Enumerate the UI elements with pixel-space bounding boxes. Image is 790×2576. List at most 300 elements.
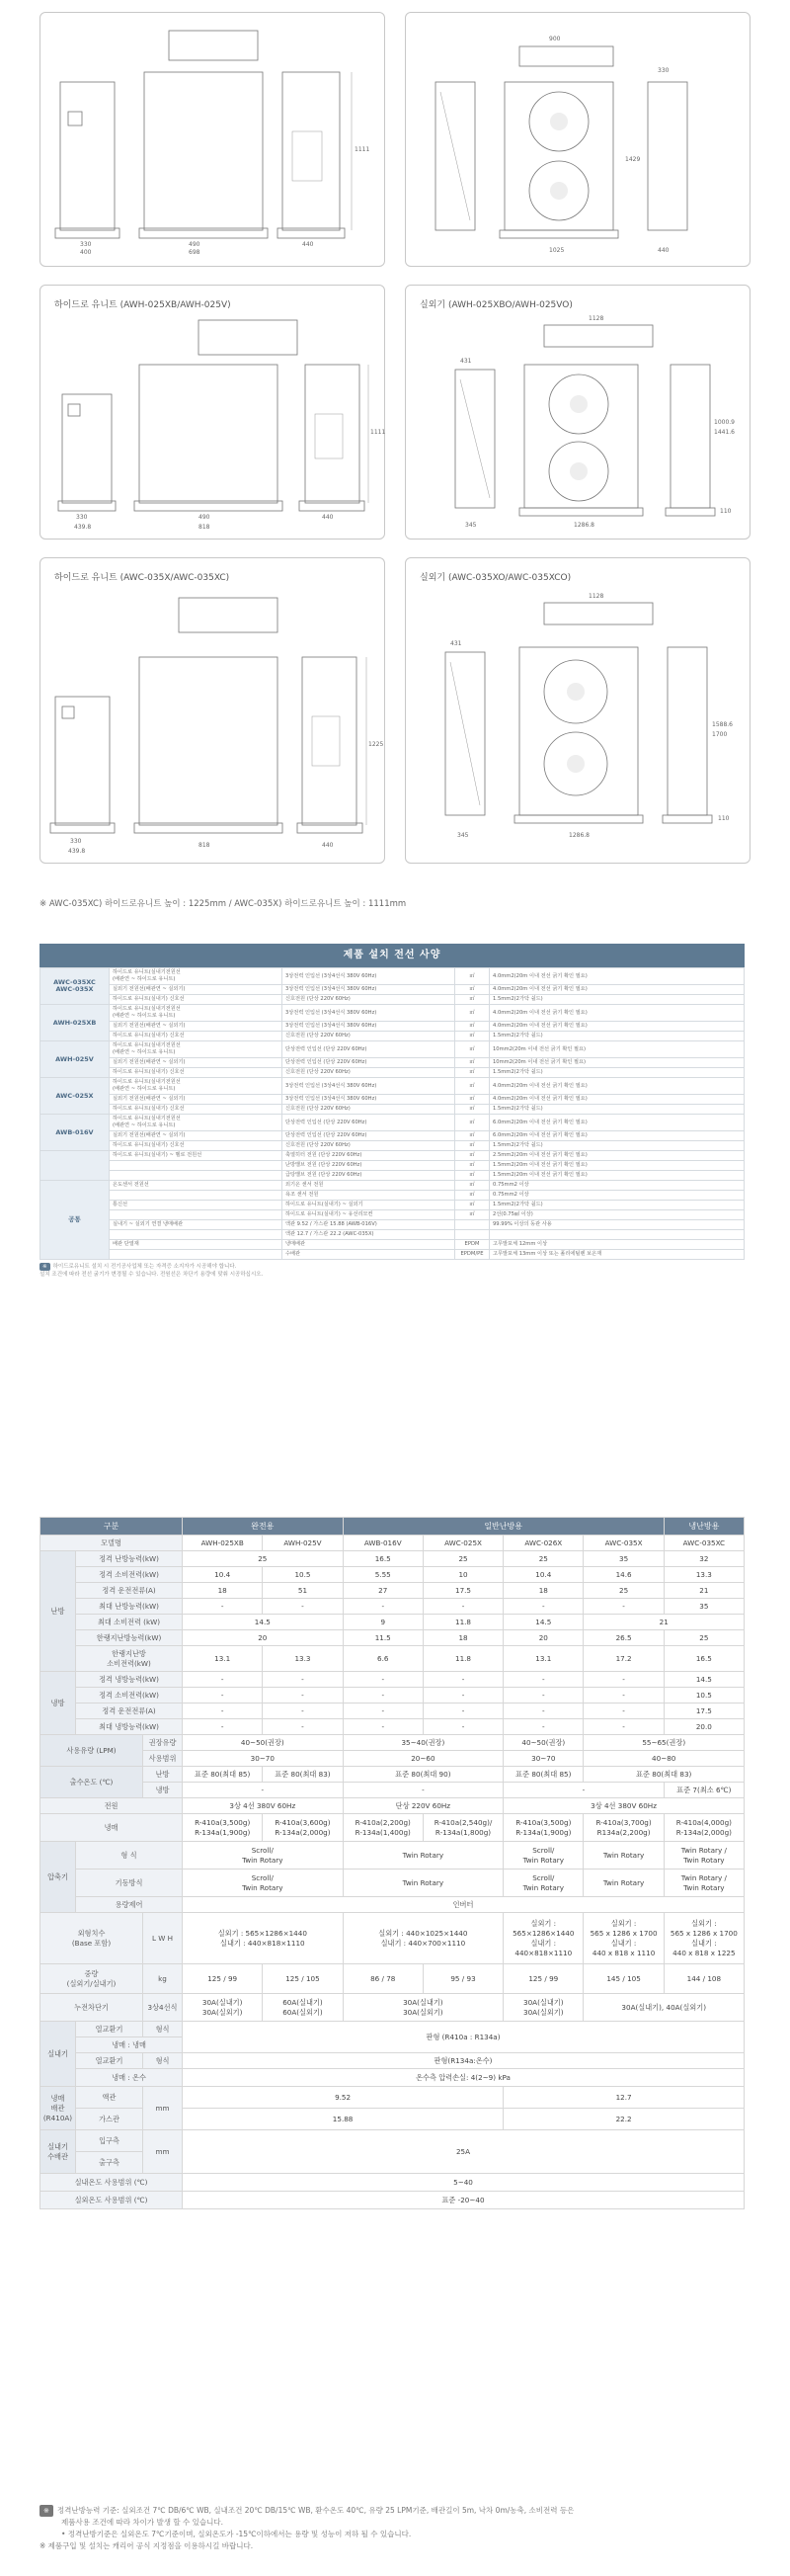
spec-cell: 27 — [343, 1583, 423, 1599]
spec-cell: 35 — [584, 1551, 664, 1567]
wiring-cell — [490, 1230, 745, 1240]
spec-cell: 5~40 — [183, 2174, 745, 2192]
spec-label: 사용범위 — [143, 1751, 183, 1767]
wiring-row — [40, 1068, 745, 1078]
svg-text:439.8: 439.8 — [68, 848, 86, 855]
svg-text:345: 345 — [465, 522, 477, 529]
spec-group: 실내기 수배관 — [40, 2130, 76, 2174]
wiring-cell: ㎡ — [455, 1068, 490, 1078]
svg-text:490: 490 — [198, 514, 210, 521]
svg-text:1286.8: 1286.8 — [569, 832, 590, 839]
spec-label: 실내온도 사용범위 (℃) — [40, 2174, 183, 2192]
wiring-cell: 하이드로 유니트(실내기) 신호선 — [110, 1141, 282, 1151]
svg-text:698: 698 — [189, 249, 200, 256]
panel-title: 실외기 (AWH-025XBO/AWH-025VO) — [420, 300, 573, 310]
spec-row — [40, 2174, 745, 2192]
spec-cell: 표준 80(최대 83) — [263, 1767, 343, 1783]
svg-text:330: 330 — [80, 241, 92, 248]
wiring-cell: ㎡ — [455, 985, 490, 995]
spec-cell: 표준 80(최대 83) — [584, 1767, 745, 1783]
wiring-row — [40, 1250, 745, 1260]
spec-label: 정격 운전전류(A) — [76, 1703, 183, 1719]
spec-cell: Twin Rotary — [584, 1870, 664, 1897]
spec-cell: Twin Rotary / Twin Rotary — [664, 1870, 744, 1897]
wiring-cell: 실외기 전원선(배관연 ~ 실외기) — [110, 1058, 282, 1068]
spec-cell: Twin Rotary / Twin Rotary — [664, 1842, 744, 1870]
wiring-cell: ㎡ — [455, 1058, 490, 1068]
wiring-cell: 고무발포체 13mm 이상 또는 폴리에틸렌 보온재 — [490, 1250, 745, 1260]
spec-row — [40, 1783, 745, 1798]
spec-group: 냉방 — [40, 1672, 76, 1735]
spec-row — [40, 1615, 745, 1630]
wiring-cell: ㎡ — [455, 1151, 490, 1161]
spec-cell: 20 — [183, 1630, 344, 1646]
drawing-panel-4 — [405, 285, 750, 540]
svg-text:1000.9: 1000.9 — [714, 419, 735, 426]
wiring-cell: 하이드로 유니트(실내기전원선 (배관연 ~ 하이드로 유니트) — [110, 1005, 282, 1022]
wiring-model: AWC-035XC AWC-035X — [40, 968, 110, 1005]
outdoor-unit-drawing — [406, 286, 751, 540]
svg-text:900: 900 — [549, 36, 561, 42]
svg-text:1111: 1111 — [370, 429, 386, 436]
spec-cell: 14.5 — [504, 1615, 584, 1630]
spec-label: 열교환기 — [76, 2053, 143, 2069]
svg-text:1225: 1225 — [368, 741, 384, 748]
svg-text:818: 818 — [198, 842, 210, 849]
svg-text:110: 110 — [720, 508, 732, 515]
spec-cell: Twin Rotary — [343, 1870, 504, 1897]
spec-row — [40, 1567, 745, 1583]
wiring-cell — [110, 1230, 282, 1240]
spec-cell: - — [343, 1783, 504, 1798]
wiring-cell: 1.5mm2(2가닥 쉴드) — [490, 1105, 745, 1115]
spec-cell: 144 / 108 — [664, 1964, 744, 1994]
spec-cell: 21 — [584, 1615, 745, 1630]
wiring-cell: 하이드로 유니트(실내기) 신호선 — [110, 1105, 282, 1115]
spec-cell: 25 — [584, 1583, 664, 1599]
spec-cell: 30~70 — [504, 1751, 584, 1767]
svg-text:490: 490 — [189, 241, 200, 248]
spec-cell: 11.8 — [423, 1615, 503, 1630]
spec-cell: R-410a(2,540g)/ R-134a(1,800g) — [423, 1814, 503, 1842]
wiring-cell: 온도센서 전원선 — [110, 1181, 282, 1191]
wiring-row — [40, 1022, 745, 1032]
spec-row — [40, 2130, 745, 2152]
spec-cell: 40~80 — [584, 1751, 745, 1767]
spec-label: 냉매 : 냉매 — [76, 2037, 183, 2053]
wiring-cell: 실외기 전원선(배관연 ~ 실외기) — [110, 1022, 282, 1032]
spec-cell: R-410a(3,500g) R-134a(1,900g) — [504, 1814, 584, 1842]
spec-cell: 25 — [423, 1551, 503, 1567]
hydro-unit-drawing — [40, 286, 386, 540]
spec-cell: 9.52 — [183, 2087, 504, 2109]
svg-text:1286.8: 1286.8 — [574, 522, 594, 529]
wiring-cell — [110, 1161, 282, 1171]
wiring-cell: 4.0mm2(20m 이내 전선 굵기 확인 필요) — [490, 1005, 745, 1022]
spec-label: 입구측 — [76, 2130, 143, 2152]
spec-label: 냉매 — [40, 1814, 183, 1842]
spec-label: 가스관 — [76, 2109, 143, 2130]
wiring-cell: 실내기 ~ 실외기 연결 냉매배관 — [110, 1220, 282, 1230]
spec-cell: 10.4 — [183, 1567, 263, 1583]
drawing-panel-1 — [40, 12, 385, 267]
wiring-row — [40, 1151, 745, 1161]
spec-cell: R-410a(3,500g) R-134a(1,900g) — [183, 1814, 263, 1842]
wiring-cell: ㎡ — [455, 1095, 490, 1105]
wiring-cell: 10mm2(20m 이내 전선 굵기 확인 필요) — [490, 1041, 745, 1058]
spec-label: 정격 난방능력(kW) — [76, 1551, 183, 1567]
spec-cell: 30A(실내기) 30A(실외기) — [343, 1994, 504, 2022]
spec-cell: 32 — [664, 1551, 744, 1567]
wiring-cell: 신호전원 (단상 220V 60Hz) — [282, 1141, 455, 1151]
spec-label: 열교환기 — [76, 2022, 143, 2037]
spec-label: 정격 소비전력(kW) — [76, 1688, 183, 1703]
wiring-cell: ㎡ — [455, 968, 490, 985]
spec-cell: 40~50(권장) — [504, 1735, 584, 1751]
wiring-cell: 2선(0.75㎟ 이상) — [490, 1210, 745, 1220]
spec-row — [40, 1897, 745, 1913]
wiring-cell: ㎡ — [455, 1131, 490, 1141]
outdoor-unit-drawing — [406, 558, 751, 865]
spec-cell: 25 — [504, 1551, 584, 1567]
spec-cell: Scroll/ Twin Rotary — [183, 1870, 344, 1897]
wiring-cell: ㎡ — [455, 1022, 490, 1032]
spec-group: 압축기 — [40, 1842, 76, 1913]
wiring-cell: ㎡ — [455, 1161, 490, 1171]
spec-cell: Twin Rotary — [584, 1842, 664, 1870]
spec-label: 형 식 — [76, 1842, 183, 1870]
spec-cell: - — [423, 1688, 503, 1703]
wiring-cell: ㎡ — [455, 1181, 490, 1191]
spec-cell: 30~70 — [183, 1751, 344, 1767]
spec-row — [40, 1870, 745, 1897]
wiring-cell: 하이드로 유니트(실내기전원선 (배관연 ~ 하이드로 유니트) — [110, 968, 282, 985]
spec-label: 정격 소비전력(kW) — [76, 1567, 183, 1583]
wiring-cell — [455, 1220, 490, 1230]
spec-section — [40, 1517, 745, 2209]
wiring-cell: 실외기 전원선(배관연 ~ 실외기) — [110, 985, 282, 995]
wiring-spec-table — [40, 967, 745, 1260]
wiring-row — [40, 1095, 745, 1105]
svg-text:440: 440 — [658, 247, 670, 254]
spec-cell: 16.5 — [664, 1646, 744, 1672]
spec-cell: 인버터 — [183, 1897, 745, 1913]
spec-cell: 20~60 — [343, 1751, 504, 1767]
drawing-panel-2 — [405, 12, 750, 267]
svg-text:330: 330 — [658, 67, 670, 74]
spec-cell: - — [504, 1719, 584, 1735]
spec-cell: - — [183, 1719, 263, 1735]
spec-cell: 판형 (R410a : R134a) — [183, 2022, 745, 2053]
wiring-row — [40, 1105, 745, 1115]
wiring-cell: 냉매배관 — [282, 1240, 455, 1250]
wiring-cell: 0.75mm2 이상 — [490, 1181, 745, 1191]
wiring-cell: 신호전원 (단상 220V 60Hz) — [282, 995, 455, 1005]
spec-cell: 10.5 — [263, 1567, 343, 1583]
wiring-row — [40, 1201, 745, 1210]
spec-label: mm — [143, 2087, 183, 2130]
spec-cell: Scroll/ Twin Rotary — [504, 1842, 584, 1870]
spec-cell: 95 / 93 — [423, 1964, 503, 1994]
wiring-cell: 단상전력 인입선 (단상 220V 60Hz) — [282, 1058, 455, 1068]
wiring-cell: 하이드로 유니트(실내기전원선 (배관연 ~ 하이드로 유니트) — [110, 1115, 282, 1131]
wiring-cell: ㎡ — [455, 1105, 490, 1115]
wiring-cell: ㎡ — [455, 1210, 490, 1220]
spec-cell: 20.0 — [664, 1719, 744, 1735]
wiring-cell: 4.0mm2(20m 이내 전선 굵기 확인 필요) — [490, 1095, 745, 1105]
spec-row — [40, 1599, 745, 1615]
spec-label: 출구측 — [76, 2152, 143, 2174]
hydro-unit-drawing — [40, 13, 386, 268]
wiring-cell: 욕조 센서 전원 — [282, 1191, 455, 1201]
spec-label: 정격 냉방능력(kW) — [76, 1672, 183, 1688]
spec-cell: 17.5 — [664, 1703, 744, 1719]
model-name: AWC-035X — [584, 1536, 664, 1551]
wiring-cell: 축열히터 전원 (단상 220V 60Hz) — [282, 1151, 455, 1161]
wiring-cell: ㎡ — [455, 1078, 490, 1095]
wiring-cell: 4.0mm2(20m 이내 전선 굵기 확인 필요) — [490, 985, 745, 995]
spec-label: 액관 — [76, 2087, 143, 2109]
hydro-unit-drawing — [40, 558, 386, 865]
spec-row — [40, 1913, 745, 1964]
wiring-cell: 3상전력 인입선 (3상4선식 380V 60Hz) — [282, 1095, 455, 1105]
spec-cell: 15.88 — [183, 2109, 504, 2130]
dimension-note: ※ AWC-035XC) 하이드로유니트 높이 : 1225mm / AWC-035X) 하이드로유니트 높이 : 1111mm — [40, 899, 407, 909]
wiring-row — [40, 1181, 745, 1191]
wiring-cell: 외기온 센서 전원 — [282, 1181, 455, 1191]
wiring-cell: 난방밸브 전원 (단상 220V 60Hz) — [282, 1161, 455, 1171]
wiring-cell: 하이드로 유니트(실내기전원선 (배관연 ~ 하이드로 유니트) — [110, 1041, 282, 1058]
spec-row — [40, 2053, 745, 2069]
wiring-cell: 3상전력 인입선 (3상4선식 380V 60Hz) — [282, 1005, 455, 1022]
spec-cell: 13.1 — [183, 1646, 263, 1672]
spec-label: 최대 냉방능력(kW) — [76, 1719, 183, 1735]
spec-cell: 30A(실내기) 30A(실외기) — [504, 1994, 584, 2022]
wiring-model: AWB-016V — [40, 1115, 110, 1151]
drawing-panel-6 — [405, 557, 750, 864]
spec-label: 전원 — [40, 1798, 183, 1814]
wiring-cell: 실외기 전원선(배관연 ~ 실외기) — [110, 1131, 282, 1141]
spec-row — [40, 2192, 745, 2209]
spec-cell: - — [504, 1703, 584, 1719]
spec-cell: 125 / 99 — [183, 1964, 263, 1994]
wiring-row — [40, 1240, 745, 1250]
spec-group: 사용유량 (LPM) — [40, 1735, 143, 1767]
spec-label: 냉방 — [143, 1783, 183, 1798]
spec-cell: 145 / 105 — [584, 1964, 664, 1994]
spec-cell: 10.5 — [664, 1688, 744, 1703]
spec-cell: 125 / 99 — [504, 1964, 584, 1994]
wiring-cell — [455, 1230, 490, 1240]
model-name: AWH-025V — [263, 1536, 343, 1551]
model-name: AWC-025X — [423, 1536, 503, 1551]
spec-row — [40, 1688, 745, 1703]
wiring-cell: 하이드로 유니트(실내기전원선 (배관연 ~ 하이드로 유니트) — [110, 1078, 282, 1095]
spec-cell: 11.8 — [423, 1646, 503, 1672]
spec-cell: 9 — [343, 1615, 423, 1630]
spec-cell: - — [504, 1672, 584, 1688]
wiring-cell: EPDM — [455, 1240, 490, 1250]
panel-title: 하이드로 유니트 (AWH-025XB/AWH-025V) — [54, 300, 231, 310]
spec-cell: - — [343, 1672, 423, 1688]
wiring-cell: ㎡ — [455, 1041, 490, 1058]
footnotes: ※ 정격난방능력 기준: 실외조건 7℃ DB/6℃ WB, 실내조건 20℃ DB/15℃ WB, 환수온도 40℃, 유량 25 LPM기준, 배관길이 5m, 낙차 0m/농축, 소비전력 등은 제품사용 조건에 따라 차이가 발생 할 수 있습니다. • 정격난방기준은 실외온도 7℃기준이며, 실외온도가 -15℃이하에서는 용량 및 성능이 저하 될 수 있습니다. ※ 제품구입 및 설치는 캐리어 공식 지정점을 이용하시길 바랍니다. — [40, 2506, 575, 2550]
wiring-model: 공통 — [40, 1181, 110, 1260]
spec-cell: - — [584, 1688, 664, 1703]
spec-row — [40, 1672, 745, 1688]
wiring-cell: ㎡ — [455, 1032, 490, 1041]
spec-row — [40, 1798, 745, 1814]
wiring-cell: 통신선 — [110, 1201, 282, 1210]
spec-row — [40, 1735, 745, 1751]
wiring-cell: 1.5mm2(2가닥 쉴드) — [490, 1032, 745, 1041]
spec-cell: 13.3 — [263, 1646, 343, 1672]
spec-cell: Scroll/ Twin Rotary — [504, 1870, 584, 1897]
spec-cell: 11.5 — [343, 1630, 423, 1646]
svg-text:439.8: 439.8 — [74, 524, 92, 531]
spec-cell: 표준 80(최대 85) — [504, 1767, 584, 1783]
wiring-row — [40, 1005, 745, 1022]
wiring-cell: 배관 단열재 — [110, 1240, 282, 1250]
wiring-cell — [110, 1191, 282, 1201]
wiring-cell: 3상전력 인입선 (3상4선식 380V 60Hz) — [282, 968, 455, 985]
spec-cell: R-410a(3,700g) R134a(2,200g) — [584, 1814, 664, 1842]
spec-cell: 실외기 : 440×1025×1440 실내기 : 440×700×1110 — [343, 1913, 504, 1964]
wiring-model: AWH-025XB — [40, 1005, 110, 1041]
wiring-spec-section — [40, 944, 745, 1279]
wiring-cell: ㎡ — [455, 995, 490, 1005]
spec-cell: - — [263, 1703, 343, 1719]
spec-cell: - — [584, 1703, 664, 1719]
wiring-cell — [110, 1171, 282, 1181]
spec-row — [40, 1646, 745, 1672]
wiring-cell: 액관 9.52 / 가스관 15.88 (AWB-016V) — [282, 1220, 455, 1230]
spec-cell: 35 — [664, 1599, 744, 1615]
wiring-row — [40, 1058, 745, 1068]
svg-text:1588.6: 1588.6 — [712, 721, 733, 728]
spec-label: 모델명 — [40, 1536, 183, 1551]
spec-row — [40, 1751, 745, 1767]
spec-cell: 표준 7(최소 6℃) — [664, 1783, 744, 1798]
wiring-row — [40, 1220, 745, 1230]
spec-cell: 17.5 — [423, 1583, 503, 1599]
spec-cell: 30A(실내기), 40A(실외기) — [584, 1994, 745, 2022]
wiring-cell: 3상전력 인입선 (3상4선식 380V 60Hz) — [282, 1022, 455, 1032]
spec-cell: 표준 80(최대 90) — [343, 1767, 504, 1783]
wiring-row — [40, 1191, 745, 1201]
wiring-cell: 1.5mm2(20m 이내 전선 굵기 확인 필요) — [490, 1171, 745, 1181]
wiring-row — [40, 1230, 745, 1240]
spec-cell: 13.3 — [664, 1567, 744, 1583]
spec-label: 정격 운전전류(A) — [76, 1583, 183, 1599]
wiring-row — [40, 1032, 745, 1041]
spec-cell: R-410a(4,000g) R-134a(2,000g) — [664, 1814, 744, 1842]
spec-cell: - — [183, 1599, 263, 1615]
panel-title: 실외기 (AWC-035XO/AWC-035XCO) — [420, 573, 572, 583]
wiring-cell: 4.0mm2(20m 이내 전선 굵기 확인 필요) — [490, 968, 745, 985]
spec-cell: R-410a(3,600g) R-134a(2,000g) — [263, 1814, 343, 1842]
svg-text:1111: 1111 — [355, 146, 370, 153]
wiring-cell: ㎡ — [455, 1141, 490, 1151]
model-name: AWC-035XC — [664, 1536, 744, 1551]
wiring-cell: ㎡ — [455, 1171, 490, 1181]
wiring-model: AWC-025X — [40, 1078, 110, 1115]
spec-row — [40, 2087, 745, 2109]
svg-text:431: 431 — [460, 358, 472, 365]
wiring-cell: 급탕밸브 전원 (단상 220V 60Hz) — [282, 1171, 455, 1181]
wiring-cell: 2.5mm2(20m 이내 전선 굵기 확인 필요) — [490, 1151, 745, 1161]
spec-cell: 13.1 — [504, 1646, 584, 1672]
spec-row — [40, 2069, 745, 2085]
spec-cell: 22.2 — [504, 2109, 745, 2130]
spec-cell: 40~50(권장) — [183, 1735, 344, 1751]
spec-cell: 표준 -20~40 — [183, 2192, 745, 2209]
spec-row — [40, 1719, 745, 1735]
spec-label: 외형치수 (Base 포함) — [40, 1913, 143, 1964]
spec-header-row: 구분 완전용 일반난방용 냉난방용 — [40, 1518, 745, 1536]
spec-cell: Scroll/ Twin Rotary — [183, 1842, 344, 1870]
spec-label: 최대 난방능력(kW) — [76, 1599, 183, 1615]
wiring-cell: ㎡ — [455, 1005, 490, 1022]
spec-cell: - — [343, 1688, 423, 1703]
wiring-cell: 단상전력 인입선 (단상 220V 60Hz) — [282, 1041, 455, 1058]
svg-text:400: 400 — [80, 249, 92, 256]
spec-cell: 10 — [423, 1567, 503, 1583]
spec-group: 출수온도 (℃) — [40, 1767, 143, 1798]
wiring-cell: 1.5mm2(2가닥 쉴드) — [490, 1141, 745, 1151]
spec-cell: Twin Rotary — [343, 1842, 504, 1870]
wiring-model — [40, 1151, 110, 1181]
spec-row — [40, 1551, 745, 1567]
spec-label: 중량 (실외기/실내기) — [40, 1964, 143, 1994]
wiring-cell: 하이드로 유니트(실내기) 신호선 — [110, 1068, 282, 1078]
wiring-row — [40, 1115, 745, 1131]
wiring-cell: 신호전원 (단상 220V 60Hz) — [282, 1032, 455, 1041]
wiring-model: AWH-025V — [40, 1041, 110, 1078]
spec-cell: - — [183, 1783, 344, 1798]
wiring-cell: 신호전원 (단상 220V 60Hz) — [282, 1068, 455, 1078]
svg-text:1441.6: 1441.6 — [714, 429, 735, 436]
spec-label: 권장유량 — [143, 1735, 183, 1751]
wiring-cell: 4.0mm2(20m 이내 전선 굵기 확인 필요) — [490, 1022, 745, 1032]
wiring-row — [40, 968, 745, 985]
spec-cell: 21 — [664, 1583, 744, 1599]
wiring-row — [40, 1041, 745, 1058]
spec-row — [40, 1842, 745, 1870]
wiring-cell: 수배관 — [282, 1250, 455, 1260]
spec-cell: 실외기 : 565 x 1286 x 1700 실내기 : 440 x 818 x 1110 — [584, 1913, 664, 1964]
wiring-note: ※ 하이드로유니트 설치 시 전기공사업체 또는 자격증 소지자가 시공해야 합니다. 설치 조건에 따라 전선 굵기가 변경될 수 있습니다. 전원선은 차단기 용량에 맞춰 시공하십시오. — [40, 1264, 264, 1278]
wiring-cell: ㎡ — [455, 1201, 490, 1210]
spec-cell: - — [343, 1599, 423, 1615]
spec-cell: 125 / 105 — [263, 1964, 343, 1994]
spec-cell: 단상 220V 60Hz — [343, 1798, 504, 1814]
spec-cell: 온수측 압력손실: 4(2~9) kPa — [183, 2069, 745, 2087]
wiring-cell: ㎡ — [455, 1191, 490, 1201]
wiring-row — [40, 1210, 745, 1220]
spec-label: kg — [143, 1964, 183, 1994]
wiring-row — [40, 985, 745, 995]
spec-group: 실내기 — [40, 2022, 76, 2087]
wiring-cell: 1.5mm2(20m 이내 전선 굵기 확인 필요) — [490, 1161, 745, 1171]
drawing-panel-5 — [40, 557, 385, 864]
spec-group: 난방 — [40, 1551, 76, 1672]
spec-row — [40, 1994, 745, 2022]
wiring-cell: 단상전력 인입선 (단상 220V 60Hz) — [282, 1131, 455, 1141]
wiring-row — [40, 1161, 745, 1171]
spec-cell: 86 / 78 — [343, 1964, 423, 1994]
spec-cell: 실외기 : 565×1286×1440 실내기 : 440×818×1110 — [504, 1913, 584, 1964]
